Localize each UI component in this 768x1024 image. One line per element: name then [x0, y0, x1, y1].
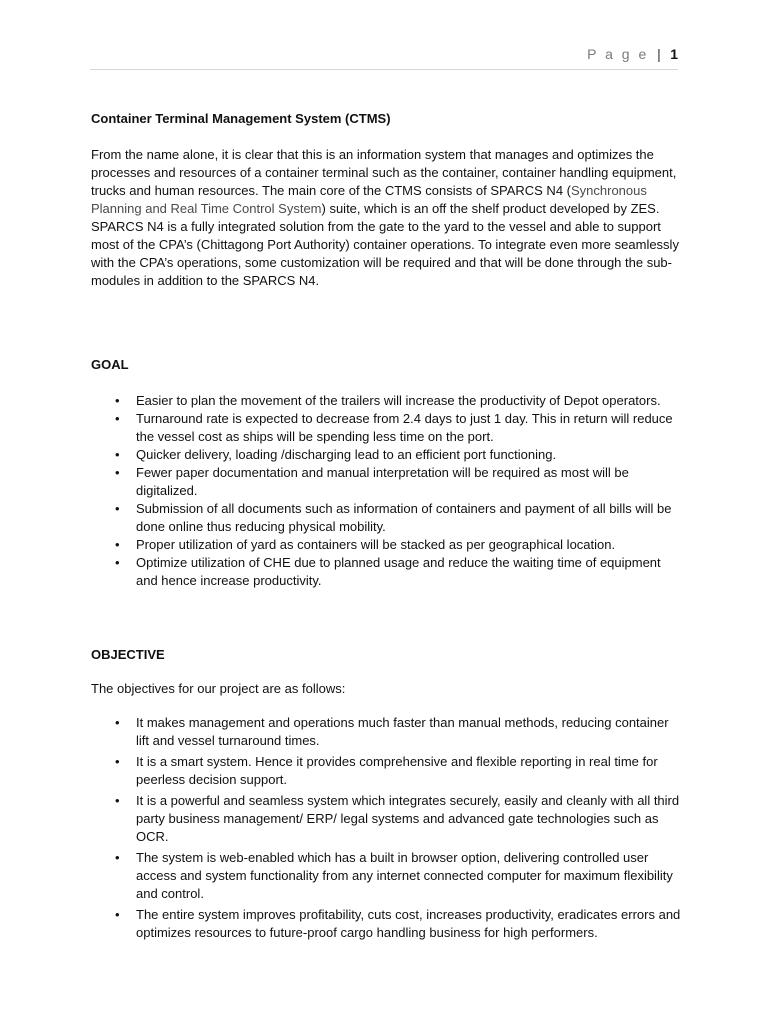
- objective-list: [91, 714, 685, 942]
- goal-item: [91, 536, 685, 554]
- bullet-icon: •: [115, 447, 120, 462]
- objective-item-text: It is a powerful and seamless system which integrates securely, easily and cleanly with all third party business management/ ERP/ legal systems and advanced gate technologies such as OCR.: [136, 793, 680, 844]
- goal-item-text: Submission of all documents such as information of containers and payment of all bills will be done online thus reducing physical mobility.: [136, 501, 672, 534]
- goal-heading: GOAL: [91, 357, 129, 372]
- document-title: Container Terminal Management System (CTMS): [91, 111, 391, 126]
- bullet-icon: •: [115, 754, 120, 769]
- objective-item: [91, 906, 685, 942]
- page-header: [587, 46, 678, 62]
- objective-intro: The objectives for our project are as follows:: [91, 681, 346, 696]
- bullet-icon: •: [115, 465, 120, 480]
- intro-paragraph: [91, 146, 685, 290]
- bullet-icon: •: [115, 793, 120, 808]
- goal-item: [91, 392, 685, 410]
- intro-text-part1: From the name alone, it is clear that this is an information system that manages and optimizes the processes and resources of a container terminal such as the container, container handling equipment, trucks and human resources. The main core of the CTMS consists of SPARCS N4 (: [91, 147, 677, 198]
- header-divider: [90, 69, 678, 70]
- document-body: [91, 110, 685, 945]
- page-number: 1: [670, 46, 678, 62]
- objective-item: [91, 714, 685, 750]
- intro-link-text: Synchronous Planning and Real Time Control System: [91, 183, 647, 216]
- bullet-icon: •: [115, 850, 120, 865]
- objective-item-text: The entire system improves profitability, cuts cost, increases productivity, eradicates errors and optimizes resources to future-proof cargo handling business for high performers.: [136, 907, 681, 940]
- page-separator: |: [657, 46, 661, 62]
- goal-item-text: Proper utilization of yard as containers will be stacked as per geographical location.: [136, 537, 616, 552]
- goal-item-text: Turnaround rate is expected to decrease from 2.4 days to just 1 day. This in return will reduce the vessel cost as ships will be spending less time on the port.: [136, 411, 673, 444]
- objective-item-text: It is a smart system. Hence it provides comprehensive and flexible reporting in real time for peerless decision support.: [136, 754, 658, 787]
- bullet-icon: •: [115, 907, 120, 922]
- bullet-icon: •: [115, 555, 120, 570]
- intro-text-part2: ) suite, which is an off the shelf product developed by ZES. SPARCS N4 is a fully integrated solution from the gate to the yard to the vessel and able to support most of the CPA’s (Chittagong Port Authority) container operations. To integrate even more seamlessly with the CPA’s operations, some customization will be required and that will be done through the sub-modules in addition to the SPARCS N4.: [91, 201, 679, 288]
- page-label: P a g e: [587, 46, 649, 62]
- bullet-icon: •: [115, 501, 120, 516]
- goal-item: [91, 464, 685, 500]
- objective-item: [91, 849, 685, 903]
- goal-item: [91, 554, 685, 590]
- objective-item: [91, 792, 685, 846]
- goal-item: [91, 410, 685, 446]
- bullet-icon: •: [115, 715, 120, 730]
- objective-item: [91, 753, 685, 789]
- goal-item: [91, 446, 685, 464]
- objective-heading: OBJECTIVE: [91, 647, 165, 662]
- goal-item-text: Quicker delivery, loading /discharging lead to an efficient port functioning.: [136, 447, 557, 462]
- goal-item: [91, 500, 685, 536]
- objective-item-text: The system is web-enabled which has a built in browser option, delivering controlled user access and system functionality from any internet connected computer for maximum flexibility and control.: [136, 850, 673, 901]
- goal-item-text: Optimize utilization of CHE due to planned usage and reduce the waiting time of equipment and hence increase productivity.: [136, 555, 661, 588]
- goal-list: [91, 392, 685, 590]
- goal-item-text: Easier to plan the movement of the trailers will increase the productivity of Depot operators.: [136, 393, 661, 408]
- goal-item-text: Fewer paper documentation and manual interpretation will be required as most will be digitalized.: [136, 465, 629, 498]
- bullet-icon: •: [115, 537, 120, 552]
- bullet-icon: •: [115, 411, 120, 426]
- objective-item-text: It makes management and operations much faster than manual methods, reducing container lift and vessel turnaround times.: [136, 715, 669, 748]
- bullet-icon: •: [115, 393, 120, 408]
